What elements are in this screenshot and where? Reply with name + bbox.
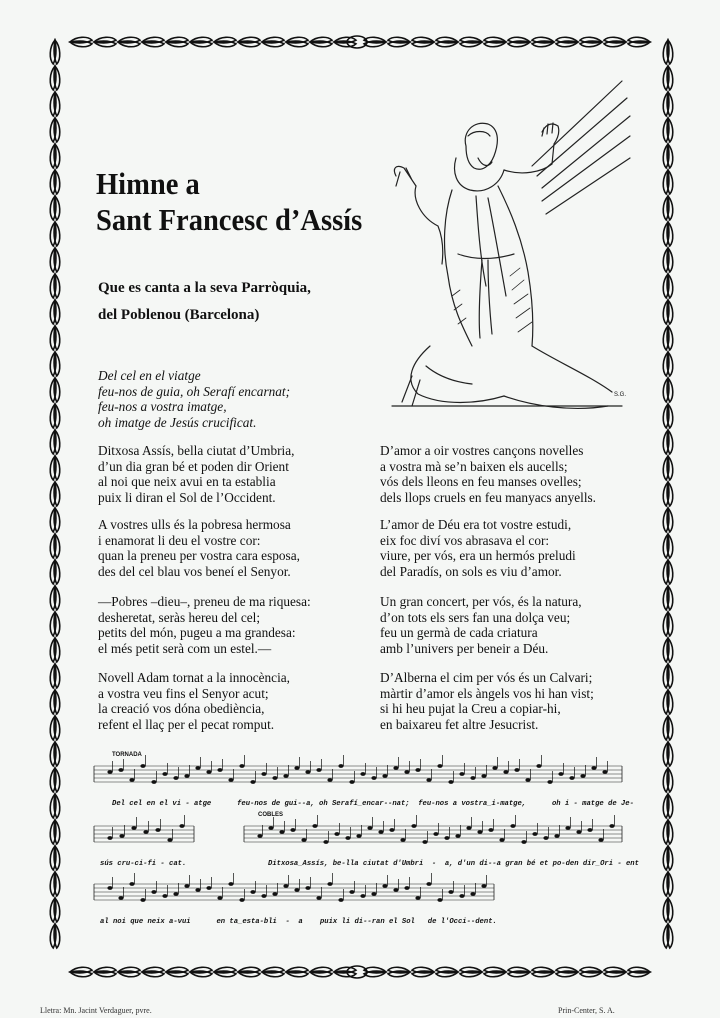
music-note [448,890,453,894]
music-note [118,768,123,772]
intro-line: oh imatge de Jesús crucificat. [98,414,257,430]
verse-line: màrtir d’amor els àngels vos hi han vist; [380,685,594,701]
subtitle-line-1: Que es canta a la seva Parròquia, [98,280,311,296]
music-note [481,774,486,778]
verse-line: en baixareu fet altre Jesucrist. [380,716,539,732]
music-note [294,888,299,892]
music-note [580,774,585,778]
music-staff-2b [244,826,622,842]
verse-line: A vostres ulls és la pobresa hermosa [98,517,291,532]
music-note [437,764,442,768]
music-note [345,836,350,840]
music-note [316,896,321,900]
intro-line: feu-nos de guia, oh Serafí encarnat; [98,383,291,399]
verse-line: quan la preneu per vostra cara esposa, [98,548,300,563]
title-line-1: Himne a [96,166,200,201]
music-note [371,776,376,780]
music-note [173,776,178,780]
music-note [257,834,262,838]
music-note [371,892,376,896]
intro-line: feu-nos a vostra imatge, [98,399,227,414]
music-note [415,768,420,772]
verse-line: Ditxosa Assís, bella ciutat d’Umbria, [98,443,295,458]
music-note [179,824,184,828]
music-note [162,772,167,776]
music-note [415,896,420,900]
music-note [327,882,332,886]
music-note [261,772,266,776]
music-note [338,764,343,768]
music-note [195,766,200,770]
verse-line: a vostra mà se’n baixen els aucells; [380,458,568,474]
music-note [119,834,124,838]
music-note [327,778,332,782]
title-line-2: Sant Francesc d’Assís [96,202,363,237]
verse-line: refent el llaç per el pecat romput. [98,716,275,732]
music-note [499,838,504,842]
music-note [477,830,482,834]
music-note [250,890,255,894]
music-note [283,774,288,778]
music-note [349,780,354,784]
music-note [349,890,354,894]
verse-line: petits del món, pugeu a ma grandesa: [98,625,296,640]
music-note [312,824,317,828]
music-note [411,824,416,828]
music-note [239,764,244,768]
music-note [382,774,387,778]
music-note [151,890,156,894]
music-note [261,894,266,898]
music-note [228,882,233,886]
music-note [470,892,475,896]
music-note [532,832,537,836]
verse-line: vós dels lleons en feu manses ovelles; [380,474,582,489]
music-note [521,840,526,844]
music-note [184,884,189,888]
music-note [448,780,453,784]
music-note [167,838,172,842]
music-note [569,776,574,780]
verse-line: D’amor a oir vostres cançons novelles [380,443,584,458]
subtitle-line-2: del Poblenou (Barcelona) [98,307,260,323]
music-note [279,830,284,834]
verse-line: d’un dia gran bé et poden dir Orient [98,458,289,474]
music-note [609,824,614,828]
music-note [393,888,398,892]
music-note [558,772,563,776]
music-note [444,836,449,840]
music-note [488,828,493,832]
music-note [514,768,519,772]
music-note [268,826,273,830]
music-note [173,892,178,896]
music-note [107,770,112,774]
music-note [547,780,552,784]
verse-line: feu un germà de cada criatura [380,625,538,640]
music-note [272,892,277,896]
music-note [503,770,508,774]
footer-credit-left: Lletra: Mn. Jacint Verdaguer, pvre. [40,1006,152,1015]
music-note [323,840,328,844]
music-note [404,886,409,890]
verse-line: Novell Adam tornat a la innocència, [98,670,290,685]
label-cobles: COBLES [258,812,284,818]
music-note [510,824,515,828]
verse-line: D’Alberna el cim per vós és un Calvari; [380,670,593,685]
music-note [206,770,211,774]
music-note [272,776,277,780]
music-note [162,894,167,898]
music-note [155,828,160,832]
music-note [360,772,365,776]
music-note [466,826,471,830]
music-note [536,764,541,768]
artist-signature: S.G. [614,392,627,398]
verse-line: desheretat, seràs hereu del cel; [98,609,261,625]
music-note [554,834,559,838]
music-note [151,780,156,784]
music-note [404,770,409,774]
music-note [305,770,310,774]
music-note [129,778,134,782]
verse-line: la creació vos dóna obediència, [98,701,265,716]
music-note [525,778,530,782]
music-note [338,898,343,902]
music-note [107,886,112,890]
music-lyrics-row-2b: Ditxosa_Assís, be-lla ciutat d'Umbri - a, d'un di--a gran bé et po-den dir_Ori - ent [268,860,639,868]
music-note [217,768,222,772]
music-note [367,826,372,830]
verse-line: a vostra veu fins el Senyor acut; [98,685,269,701]
music-note [305,886,310,890]
music-note [301,838,306,842]
music-note [129,882,134,886]
music-note [433,832,438,836]
label-tornada: TORNADA [112,752,142,758]
music-note [382,884,387,888]
music-staff-1 [94,766,622,782]
music-note [422,840,427,844]
music-note [602,770,607,774]
music-note [184,774,189,778]
music-note [455,834,460,838]
verse-line: eix foc diví vos abrasava el cor: [380,532,550,548]
music-note [107,836,112,840]
verse-line: des del cel blau vos beneí el Senyor. [98,563,291,579]
music-note [118,896,123,900]
music-note [591,766,596,770]
music-note [143,830,148,834]
verse-line: al noi que neix avui en ta establia [98,474,276,489]
music-note [195,888,200,892]
music-note [140,764,145,768]
music-note [576,830,581,834]
music-note [400,838,405,842]
verse-line: dels llops cruels en feu manyacs anyells. [380,489,597,505]
music-lyrics-row-3: al noi que neix a-vui en ta_esta-bli - a puix li di--ran el Sol de l'Occi--dent. [100,918,497,926]
verse-line: Un gran concert, per vós, és la natura, [380,594,582,609]
verse-line: si hi heu pujat la Creu a copiar-hi, [380,701,561,716]
footer-credit-right: Prin-Center, S. A. [558,1006,615,1015]
music-note [290,828,295,832]
music-lyrics-row-1: Del cel en el vi - atge feu-nos de gui--a, oh Serafí_encar--nat; feu-nos a vostra_i-matge, oh i - matge de Je- [112,800,634,808]
music-note [356,834,361,838]
verse-line: puix li diran el Sol de l’Occident. [98,489,276,505]
music-note [437,898,442,902]
music-note [426,778,431,782]
music-note [565,826,570,830]
intro-line: Del cel en el viatge [98,368,201,383]
music-note [393,766,398,770]
verse-line: L’amor de Déu era tot vostre estudi, [380,517,572,532]
verse-line: el més petit serà com un estel.— [98,640,272,656]
verse-line: —Pobres –dieu–, preneu de ma riquesa: [98,594,311,609]
music-note [294,766,299,770]
music-note [598,838,603,842]
music-note [283,884,288,888]
music-note [228,778,233,782]
music-note [217,896,222,900]
music-note [426,882,431,886]
music-note [587,828,592,832]
music-note [250,780,255,784]
music-note [543,836,548,840]
verse-line: i enamorat li deu el vostre cor: [98,532,261,548]
music-lyrics-row-2a: sús cru-ci-fi - cat. [100,860,187,868]
verse-line: del Paradís, on sols es viu d’amor. [380,563,562,579]
music-note [140,898,145,902]
music-note [459,772,464,776]
music-note [389,828,394,832]
music-note [131,826,136,830]
verse-line: amb l’univers per beneir a Déu. [380,640,549,656]
music-note [316,768,321,772]
music-note [334,832,339,836]
music-note [492,766,497,770]
music-note [481,884,486,888]
music-note [470,776,475,780]
verse-line: d’on tots els sers fan una dolça veu; [380,609,571,625]
music-note [239,898,244,902]
music-note [459,894,464,898]
verse-line: viure, per vós, era un hermós preludi [380,548,576,563]
music-note [360,894,365,898]
music-note [378,830,383,834]
music-note [206,886,211,890]
